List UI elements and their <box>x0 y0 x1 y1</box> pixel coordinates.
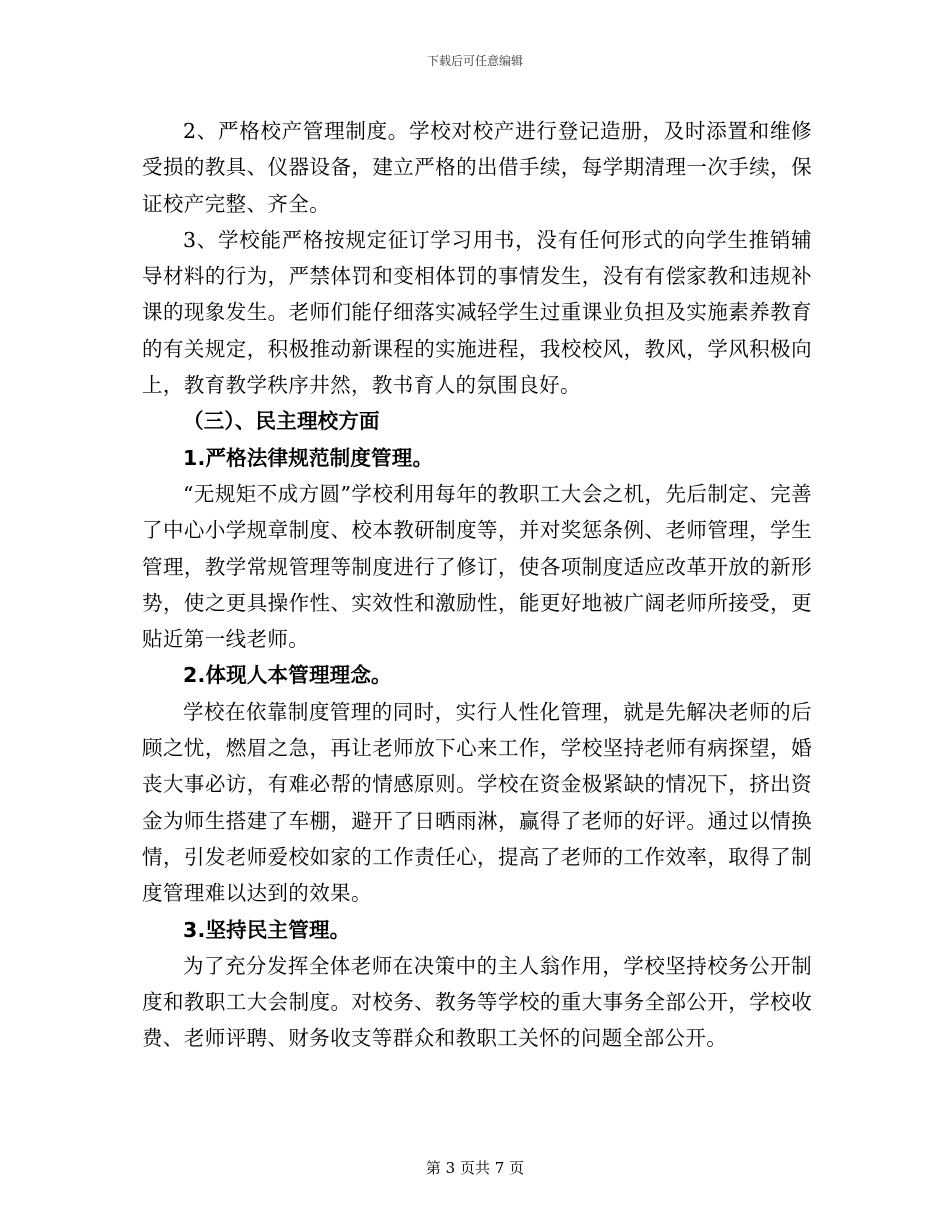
section-heading-democratic-management: （三）、民主理校方面 <box>183 409 380 434</box>
subheading-humanistic-management: 2.体现人本管理理念。 <box>183 663 392 688</box>
subheading-legal-system: 1.严格法律规范制度管理。 <box>183 445 434 470</box>
document-body <box>142 113 812 1057</box>
paragraph-humanistic-management: 学校在依靠制度管理的同时，实行人性化管理，就是先解决老师的后顾之忧，燃眉之急，再让老师放下心来工作，学校坚持老师有病探望，婚丧大事必访，有难必帮的情感原则。学校在资金极紧缺的情况下，挤出资金为师生搭建了车棚，避开了日晒雨淋，赢得了老师的好评。通过以情换情，引发老师爱校如家的工作责任心，提高了老师的工作效率，取得了制度管理难以达到的效果。 <box>142 699 812 906</box>
paragraph-legal-system: “无规矩不成方圆”学校利用每年的教职工大会之机，先后制定、完善了中心小学规章制度、校本教研制度等，并对奖惩条例、老师管理，学生管理，教学常规管理等制度进行了修订，使各项制度适应改革开放的新形势，使之更具操作性、实效性和激励性，能更好地被广阔老师所接受，更贴近第一线老师。 <box>142 481 812 652</box>
page-header: 下载后可任意编辑 <box>426 54 523 68</box>
paragraph-school-property: 2、严格校产管理制度。学校对校产进行登记造册，及时添置和维修受损的教具、仪器设备，建立严格的出借手续，每学期清理一次手续，保证校产完整、齐全。 <box>142 119 812 216</box>
paragraph-democratic-management: 为了充分发挥全体老师在决策中的主人翁作用，学校坚持校务公开制度和教职工大会制度。对校务、教务等学校的重大事务全部公开，学校收费、老师评聘、财务收支等群众和教职工关怀的问题全部公开。 <box>142 953 812 1051</box>
page-number: 第 3 页共 7 页 <box>425 1159 525 1177</box>
paragraph-textbook-rules: 3、学校能严格按规定征订学习用书，没有任何形式的向学生推销辅导材料的行为，严禁体罚和变相体罚的事情发生，没有有偿家教和违规补课的现象发生。老师们能仔细落实减轻学生过重课业负担及实施素养教育的有关规定，积极推动新课程的实施进程，我校校风，教风，学风积极向上，教育教学秩序井然，教书育人的氛围良好。 <box>142 227 812 398</box>
subheading-democratic-management: 3.坚持民主管理。 <box>183 917 351 942</box>
